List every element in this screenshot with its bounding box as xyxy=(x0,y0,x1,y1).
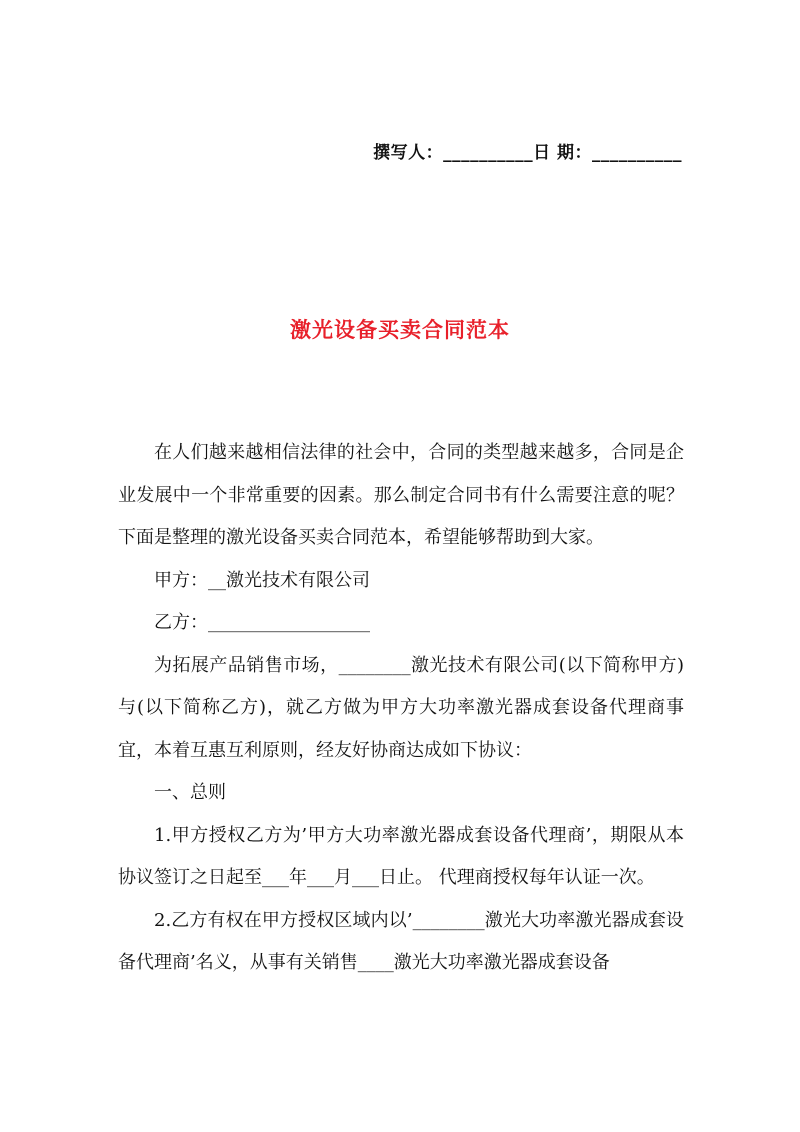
author-date-line xyxy=(373,138,682,163)
date-label: 日 期： xyxy=(533,143,592,163)
document-title: 激光设备买卖合同范本 xyxy=(290,317,510,342)
purpose-paragraph: 为拓展产品销售市场，________激光技术有限公司(以下简称甲方)与(以下简称乙方)，就乙方做为甲方大功率激光器成套设备代理商事宜，本着互惠互利原则，经友好协商达成如下协议： xyxy=(118,654,684,761)
party-a-line: 甲方：__激光技术有限公司 xyxy=(154,569,370,591)
author-blank: __________ xyxy=(443,143,534,163)
section-heading-general: 一、总则 xyxy=(154,782,226,803)
author-label: 撰写人： xyxy=(373,143,444,163)
document-body xyxy=(118,432,684,985)
intro-paragraph: 在人们越来越相信法律的社会中，合同的类型越来越多，合同是企业发展中一个非常重要的因素。那么制定合同书有什么需要注意的呢？下面是整理的激光设备买卖合同范本，希望能够帮助到大家。 xyxy=(118,442,684,548)
party-b-line: 乙方：__________________ xyxy=(154,612,370,633)
clause-2: 2.乙方有权在甲方授权区域内以’________激光大功率激光器成套设备代理商’名义，从事有关销售____激光大功率激光器成套设备 xyxy=(118,909,684,973)
clause-1: 1.甲方授权乙方为’甲方大功率激光器成套设备代理商’，期限从本协议签订之日起至___年___月___日止。 代理商授权每年认证一次。 xyxy=(118,824,684,888)
date-blank: __________ xyxy=(592,143,682,163)
